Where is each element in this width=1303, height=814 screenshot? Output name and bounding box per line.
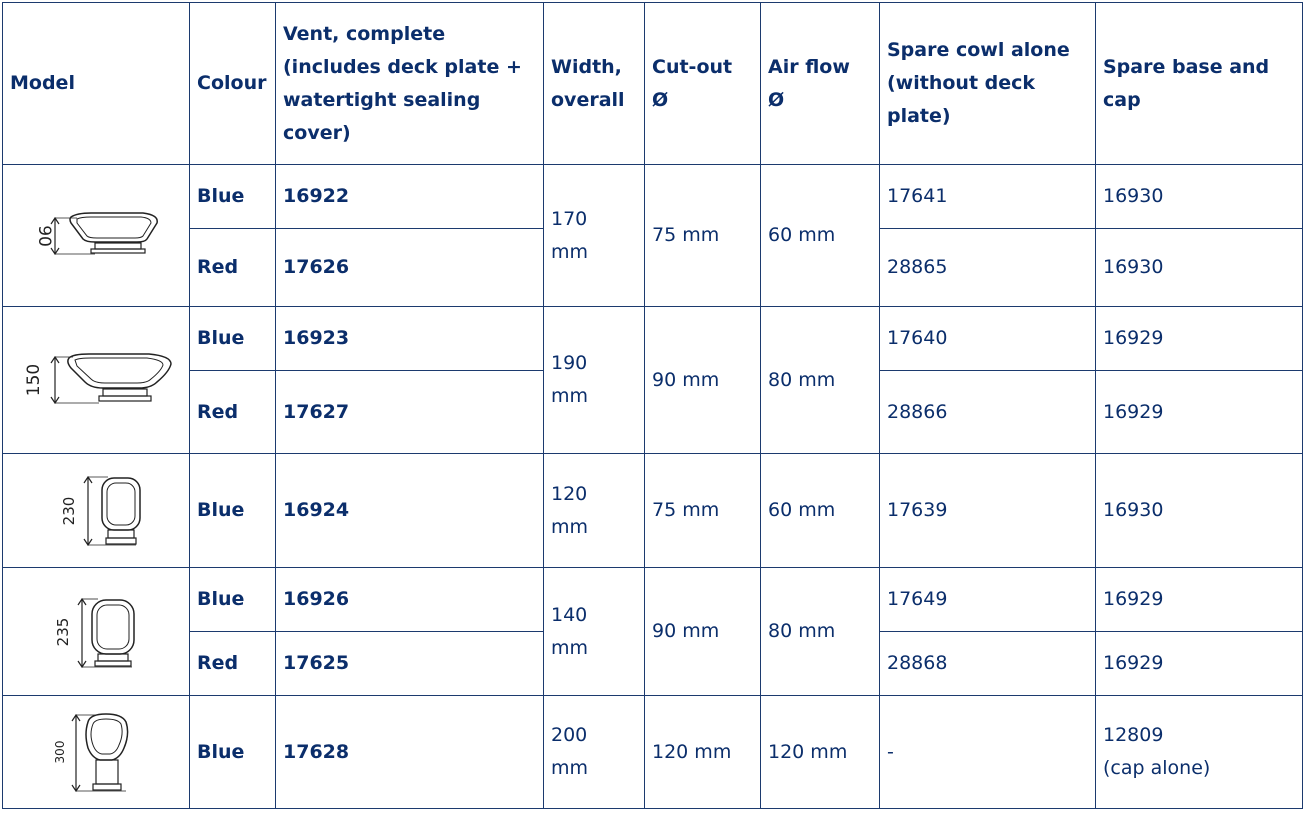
vent-part-cell: 17627 [276,371,544,454]
spare-cowl-cell: - [880,696,1096,809]
header-spare-cowl-line: (without deck [887,72,1036,94]
model-size-label: 230 [60,496,78,525]
header-vent-line: watertight sealing [283,88,481,111]
colour-cell: Blue [190,165,276,229]
header-airflow [761,3,880,165]
header-vent-line: Vent, complete [283,22,446,45]
vent-part-cell: 17625 [276,632,544,696]
table-row [3,165,1303,229]
airflow-cell: 60 mm [761,165,880,307]
width-value: 200 [551,724,588,746]
vent-model-90-illustration [11,201,181,271]
vent-model-300-illustration [36,702,156,802]
spare-cowl-cell: 17649 [880,568,1096,632]
spare-base-cell: 16929 [1096,568,1303,632]
cutout-cell: 75 mm [645,454,761,568]
airflow-cell: 80 mm [761,568,880,696]
table-row [3,454,1303,568]
table-row [3,696,1303,809]
header-airflow-line: Ø [768,88,785,111]
spare-base-cell: 16929 [1096,307,1303,371]
spare-base-cell: 16929 [1096,371,1303,454]
spare-base-cell: 16930 [1096,165,1303,229]
header-width-line: overall [551,88,625,111]
model-cell [3,454,190,568]
header-vent-line: (includes deck plate + [283,55,522,78]
width-unit: mm [551,636,589,659]
header-model: Model [3,3,190,165]
table-row [3,307,1303,371]
header-vent-line: cover) [283,121,351,144]
spare-cowl-cell: 17641 [880,165,1096,229]
vent-part-cell: 17626 [276,229,544,307]
spare-cowl-cell: 17639 [880,454,1096,568]
vent-model-235-illustration [36,582,156,682]
colour-cell: Red [190,632,276,696]
spare-cowl-cell: 28868 [880,632,1096,696]
colour-cell: Blue [190,696,276,809]
header-vent-complete [276,3,544,165]
header-row [3,3,1303,165]
cutout-cell: 90 mm [645,568,761,696]
header-spare-base [1096,3,1303,165]
header-width [544,3,645,165]
width-value: 120 [551,482,588,505]
spare-base-cell: 16930 [1096,454,1303,568]
header-spare-base-line: Spare base and [1103,55,1270,78]
vent-model-150-illustration [11,340,181,420]
model-cell [3,165,190,307]
width-cell [544,454,645,568]
vent-part-cell: 16923 [276,307,544,371]
airflow-cell: 120 mm [761,696,880,809]
spare-base-cell: 16930 [1096,229,1303,307]
header-airflow-line: Air flow [768,55,850,78]
width-value: 140 [551,603,588,626]
width-unit: mm [551,240,589,263]
header-spare-cowl [880,3,1096,165]
colour-cell: Blue [190,568,276,632]
width-unit: mm [551,757,589,779]
spare-base-value: 12809 [1103,724,1164,746]
cutout-cell: 75 mm [645,165,761,307]
header-cutout-line: Cut-out [652,55,733,78]
vent-spec-table [2,2,1303,809]
width-cell [544,307,645,454]
model-cell [3,696,190,809]
header-cutout-line: Ø [652,88,669,111]
cutout-cell: 120 mm [645,696,761,809]
model-cell [3,568,190,696]
vent-model-230-illustration [36,466,156,556]
colour-cell: Red [190,371,276,454]
header-spare-cowl-line: Spare cowl alone [887,39,1070,61]
spare-cowl-cell: 28865 [880,229,1096,307]
airflow-cell: 60 mm [761,454,880,568]
airflow-cell: 80 mm [761,307,880,454]
width-cell [544,568,645,696]
table-row [3,568,1303,632]
header-width-line: Width, [551,55,622,78]
spare-base-note: (cap alone) [1103,757,1211,779]
width-cell [544,165,645,307]
vent-part-cell: 16922 [276,165,544,229]
header-colour: Colour [190,3,276,165]
cutout-cell: 90 mm [645,307,761,454]
width-cell [544,696,645,809]
vent-part-cell: 17628 [276,696,544,809]
colour-cell: Blue [190,454,276,568]
spare-base-cell [1096,696,1303,809]
vent-part-cell: 16924 [276,454,544,568]
colour-cell: Blue [190,307,276,371]
spare-cowl-cell: 28866 [880,371,1096,454]
header-cutout [645,3,761,165]
width-unit: mm [551,385,589,407]
header-spare-base-line: cap [1103,88,1141,111]
model-cell [3,307,190,454]
model-size-label: 150 [24,363,44,397]
model-size-label: 300 [53,740,67,764]
colour-cell: Red [190,229,276,307]
model-size-label: 235 [54,617,72,646]
width-value: 170 [551,207,588,230]
spare-cowl-cell: 17640 [880,307,1096,371]
header-spare-cowl-line: plate) [887,105,951,127]
width-unit: mm [551,515,589,538]
spare-base-cell: 16929 [1096,632,1303,696]
model-size-label: 90 [34,224,54,247]
width-value: 190 [551,352,588,374]
vent-part-cell: 16926 [276,568,544,632]
